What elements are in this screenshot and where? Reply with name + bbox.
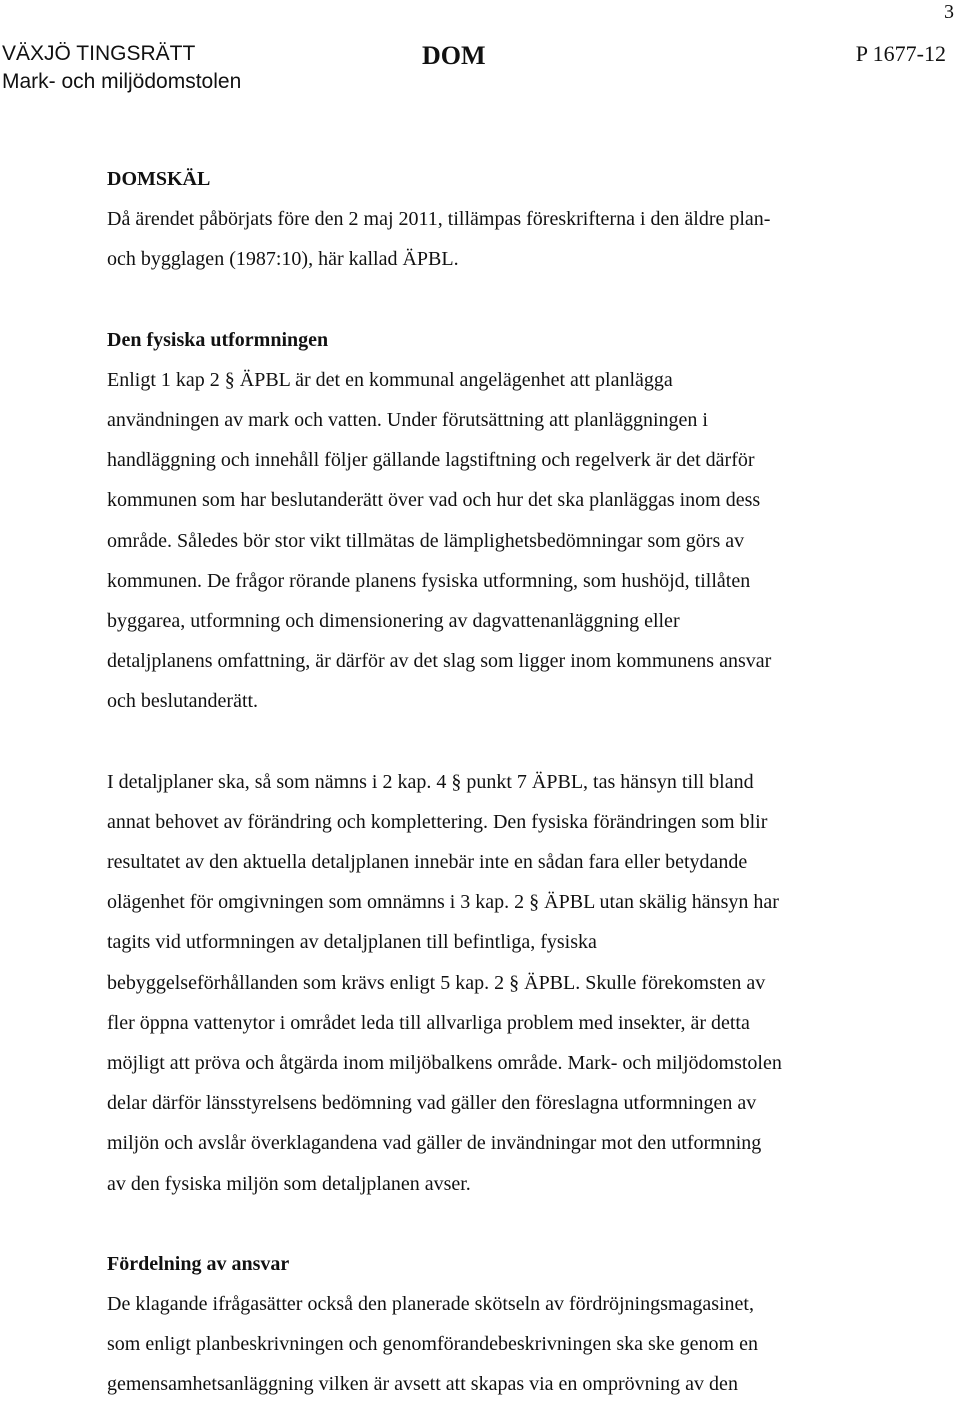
spacer bbox=[107, 1204, 907, 1244]
heading-fordelning-av-ansvar: Fördelning av ansvar bbox=[107, 1252, 290, 1275]
paragraph-line: kommunen. De frågor rörande planens fysiska utformning, som hushöjd, tillåten bbox=[107, 569, 751, 592]
paragraph-line: resultatet av den aktuella detaljplanen innebär inte en sådan fara eller betydande bbox=[107, 851, 748, 874]
paragraph-line: Då ärendet påbörjats före den 2 maj 2011, tillämpas föreskrifterna i den äldre plan- bbox=[107, 208, 771, 231]
court-name-line2: Mark- och miljödomstolen bbox=[2, 70, 242, 93]
paragraph-line: och bygglagen (1987:10), här kallad ÄPBL. bbox=[107, 248, 459, 271]
paragraph-line: annat behovet av förändring och komplettering. Den fysiska förändringen som blir bbox=[107, 810, 768, 833]
paragraph-line: användningen av mark och vatten. Under förutsättning att planläggningen i bbox=[107, 409, 708, 432]
paragraph-line: fler öppna vattenytor i området leda till allvarliga problem med insekter, är detta bbox=[107, 1011, 750, 1034]
court-name-line1: VÄXJÖ TINGSRÄTT bbox=[2, 42, 196, 65]
spacer bbox=[107, 722, 907, 762]
paragraph-line: område. Således bör stor vikt tillmätas de lämplighetsbedömningar som görs av bbox=[107, 529, 745, 552]
paragraph-line: De klagande ifrågasätter också den planerade skötseln av fördröjningsmagasinet, bbox=[107, 1293, 754, 1316]
paragraph-line: miljön och avslår överklagandena vad gäller de invändningar mot den utformning bbox=[107, 1132, 762, 1155]
paragraph-line: kommunen som har beslutanderätt över vad och hur det ska planläggas inom dess bbox=[107, 489, 761, 512]
paragraph-line: detaljplanens omfattning, är därför av det slag som ligger inom kommunens ansvar bbox=[107, 650, 772, 673]
paragraph-line: olägenhet för omgivningen som omnämns i 3 kap. 2 § ÄPBL utan skälig hänsyn har bbox=[107, 891, 779, 914]
paragraph-line: som enligt planbeskrivningen och genomförandebeskrivningen ska ske genom en bbox=[107, 1333, 758, 1356]
case-number: P 1677-12 bbox=[855, 41, 946, 66]
page-number: 3 bbox=[944, 1, 954, 23]
paragraph-line: byggarea, utformning och dimensionering av dagvattenanläggning eller bbox=[107, 610, 680, 633]
paragraph-line: bebyggelseförhållanden som krävs enligt 5 kap. 2 § ÄPBL. Skulle förekomsten av bbox=[107, 971, 766, 994]
document-body bbox=[107, 159, 907, 1405]
paragraph-line: av den fysiska miljön som detaljplanen avser. bbox=[107, 1172, 471, 1195]
paragraph-line: handläggning och innehåll följer gällande lagstiftning och regelverk är det därför bbox=[107, 449, 755, 472]
spacer bbox=[107, 280, 907, 320]
paragraph-line: tagits vid utformningen av detaljplanen till befintliga, fysiska bbox=[107, 931, 597, 954]
court-name bbox=[2, 40, 241, 96]
paragraph-line: och beslutanderätt. bbox=[107, 690, 259, 713]
paragraph-line: I detaljplaner ska, så som nämns i 2 kap. 4 § punkt 7 ÄPBL, tas hänsyn till bland bbox=[107, 770, 754, 793]
heading-fysiska-utformningen: Den fysiska utformningen bbox=[107, 328, 329, 351]
paragraph-line: möjligt att pröva och åtgärda inom miljöbalkens område. Mark- och miljödomstolen bbox=[107, 1052, 782, 1075]
heading-domskal: DOMSKÄL bbox=[107, 168, 211, 190]
document-type: DOM bbox=[422, 41, 486, 70]
paragraph-line: delar därför länsstyrelsens bedömning vad gäller den föreslagna utformningen av bbox=[107, 1092, 757, 1115]
paragraph-line: Enligt 1 kap 2 § ÄPBL är det en kommunal angelägenhet att planlägga bbox=[107, 368, 673, 391]
paragraph-line: gemensamhetsanläggning vilken är avsett att skapas via en omprövning av den bbox=[107, 1373, 738, 1396]
